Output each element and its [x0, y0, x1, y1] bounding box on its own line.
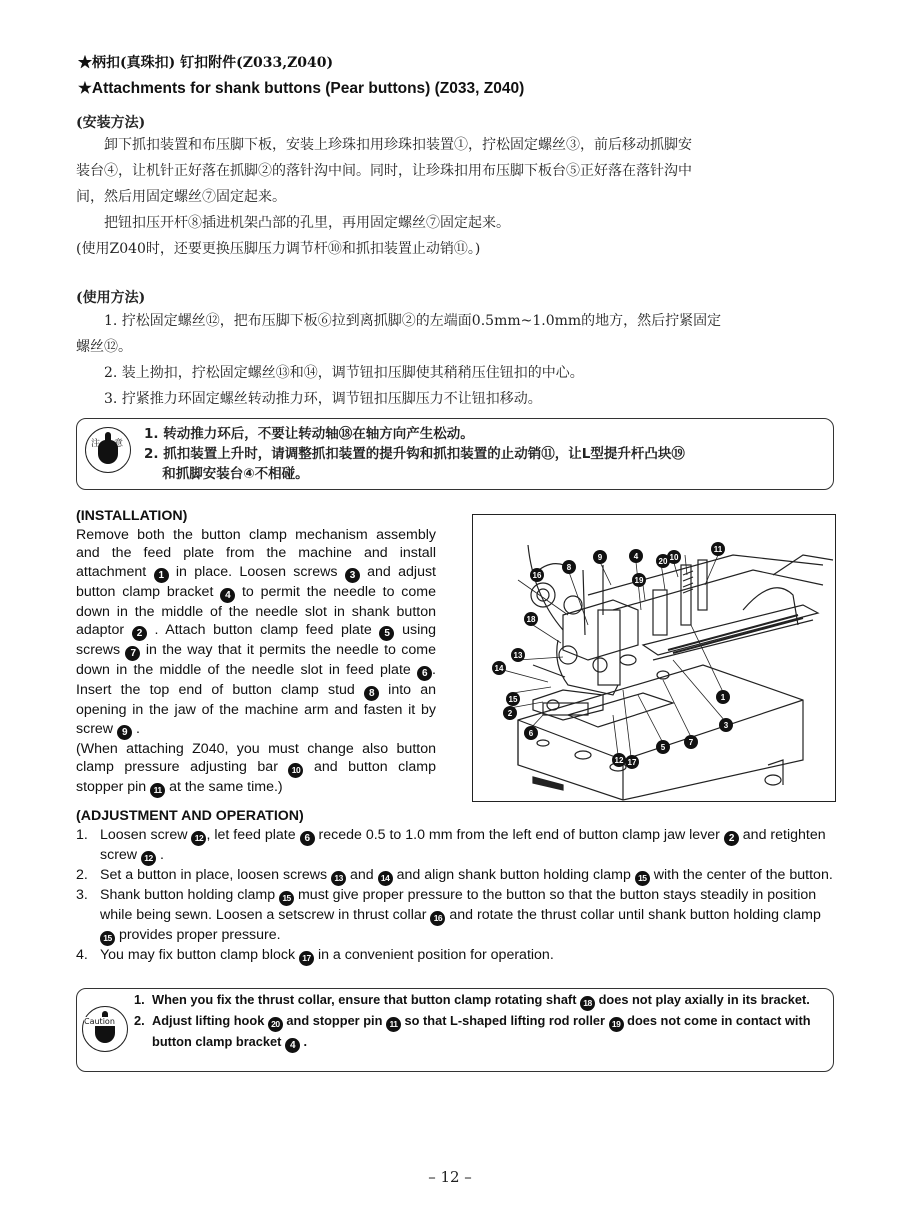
caution-icon-label: Caution — [84, 1017, 115, 1026]
reference-number-badge: 11 — [386, 1017, 401, 1032]
reference-number-badge: 5 — [379, 626, 394, 641]
callout-label: 11 — [713, 545, 723, 554]
reference-number-badge: 15 — [279, 891, 294, 906]
adjustment-step: 1. Loosen screw 12 , let feed plate 6 recede 0.5 to 1.0 mm from the left end of button clamp jaw lever 2 and retighten screw 12 . — [76, 826, 836, 866]
cn-install-line: 装台④，让机针正好落在抓脚②的落针沟中间。同时，让珍珠扣用布压脚下板台⑤正好落在落针沟中 — [76, 163, 692, 179]
callout-label: 13 — [513, 651, 523, 660]
reference-number-badge: 11 — [150, 783, 165, 798]
adjustment-list — [76, 826, 836, 966]
caution-icon-label: 意 — [114, 439, 124, 449]
reference-number-badge: 20 — [268, 1017, 283, 1032]
callout-label: 16 — [532, 571, 542, 580]
callout-label: 1 — [720, 693, 726, 702]
reference-number-badge: 4 — [285, 1038, 300, 1053]
callout-label: 7 — [688, 738, 694, 747]
caution-cn-line: 2. 抓扣装置上升时，请调整抓扣装置的提升钩和抓扣装置的止动销⑪，让L型提升杆凸块⑲ — [144, 446, 685, 462]
reference-number-badge: 9 — [117, 725, 132, 740]
reference-number-badge: 15 — [635, 871, 650, 886]
installation-heading: (INSTALLATION) — [76, 508, 188, 524]
callout-label: 20 — [658, 557, 668, 566]
caution-item: 1. When you fix the thrust collar, ensure that button clamp rotating shaft 18 does not play axially in its bracket. — [134, 990, 828, 1011]
installation-body — [76, 526, 436, 798]
caution-hand-icon — [85, 427, 131, 473]
cn-usage-heading: (使用方法) — [76, 290, 146, 306]
callout-label: 2 — [507, 709, 513, 718]
attachment-diagram — [472, 514, 836, 802]
installation-note: (When attaching Z040, you must change also button clamp pressure adjusting bar 10 and button clamp stopper pin 11 at the same time.) — [76, 740, 436, 798]
title-chinese: ★柄扣(真珠扣) 钉扣附件(Z033,Z040) — [78, 55, 334, 71]
step-number: 4. — [76, 947, 88, 963]
cn-install-heading: (安装方法) — [76, 115, 146, 131]
cn-usage-line: 3. 拧紧推力环固定螺丝转动推力环，调节钮扣压脚压力不让钮扣移动。 — [76, 391, 542, 407]
page-number: – 12 – — [428, 1168, 472, 1186]
adjustment-step: 2. Set a button in place, loosen screws 13 and 14 and align shank button holding clamp 15 with the center of the button. — [76, 866, 836, 886]
diagram-drawing — [518, 545, 833, 800]
reference-number-badge: 3 — [345, 568, 360, 583]
caution-cn-line: 1. 转动推力环后，不要让转动轴⑱在轴方向产生松动。 — [144, 426, 474, 442]
reference-number-badge: 10 — [288, 763, 303, 778]
cn-install-body — [76, 132, 692, 262]
caution-hand-icon — [82, 1006, 128, 1052]
caution-icon-label: 注 — [91, 439, 101, 449]
cn-usage-body — [76, 308, 721, 412]
reference-number-badge: 8 — [364, 686, 379, 701]
callout-label: 6 — [528, 729, 534, 738]
callout-label: 4 — [633, 552, 639, 561]
callout-label: 19 — [634, 576, 644, 585]
caution-item-number: 1. — [134, 992, 145, 1007]
cn-install-line: 间，然后用固定螺丝⑦固定起来。 — [76, 189, 286, 205]
reference-number-badge: 14 — [378, 871, 393, 886]
reference-number-badge: 12 — [141, 851, 156, 866]
cn-usage-line: 1. 拧松固定螺丝⑫，把布压脚下板⑥拉到离抓脚②的左端面0.5mm~1.0mm的地方，然后拧紧固定 — [76, 313, 722, 329]
caution-cn-text — [144, 424, 685, 484]
reference-number-badge: 12 — [191, 831, 206, 846]
cn-install-line: (使用Z040时，还要更换压脚压力调节杆⑩和抓扣装置止动销⑪。) — [76, 241, 481, 257]
title-english: ★Attachments for shank buttons (Pear buttons) (Z033, Z040) — [78, 80, 525, 97]
reference-number-badge: 15 — [100, 931, 115, 946]
reference-number-badge: 2 — [132, 626, 147, 641]
callout-label: 5 — [660, 743, 666, 752]
reference-number-badge: 18 — [580, 996, 595, 1011]
callout-label: 3 — [723, 721, 729, 730]
reference-number-badge: 17 — [299, 951, 314, 966]
callout-label: 12 — [614, 756, 624, 765]
callout-label: 8 — [566, 563, 572, 572]
adjustment-heading: (ADJUSTMENT AND OPERATION) — [76, 808, 304, 824]
reference-number-badge: 6 — [417, 666, 432, 681]
callout-label: 10 — [669, 553, 679, 562]
callout-label: 17 — [627, 758, 637, 767]
reference-number-badge: 4 — [220, 588, 235, 603]
callout-label: 18 — [526, 615, 536, 624]
reference-number-badge: 2 — [724, 831, 739, 846]
caution-en-text — [134, 990, 828, 1053]
reference-number-badge: 16 — [430, 911, 445, 926]
callout-label: 14 — [494, 664, 504, 673]
step-number: 2. — [76, 867, 88, 883]
cn-usage-line: 螺丝⑫。 — [76, 339, 132, 355]
reference-number-badge: 7 — [125, 646, 140, 661]
step-number: 1. — [76, 827, 88, 843]
reference-number-badge: 19 — [609, 1017, 624, 1032]
caution-cn-line: 和抓脚安装台④不相碰。 — [144, 466, 309, 482]
adjustment-step: 4. You may fix button clamp block 17 in a convenient position for operation. — [76, 946, 836, 966]
reference-number-badge: 1 — [154, 568, 169, 583]
installation-paragraph: Remove both the button clamp mechanism assembly and the feed plate from the machine and install attachment 1 in place. Loosen screws 3 and adjust button clamp bracket 4 to permit the needle to come down in the middle of the needle slot in shank button adaptor 2 . Attach button clamp feed plate 5 using screws 7 in the way that it permits the needle to come down in the middle of the needle slot in feed plate 6 . Insert the top end of button clamp stud 8 into an opening in the jaw of the machine arm and fasten it by screw 9 . — [76, 527, 437, 738]
step-number: 3. — [76, 887, 88, 903]
reference-number-badge: 6 — [300, 831, 315, 846]
diagram-svg — [473, 515, 835, 801]
caution-item-number: 2. — [134, 1013, 145, 1028]
cn-install-line: 把钮扣压开杆⑧插进机架凸部的孔里，再用固定螺丝⑦固定起来。 — [76, 215, 510, 231]
callout-label: 9 — [597, 553, 603, 562]
caution-item: 2. Adjust lifting hook 20 and stopper pin 11 so that L-shaped lifting rod roller 19 does not come in contact with button clamp bracket 4 . — [134, 1013, 811, 1051]
reference-number-badge: 13 — [331, 871, 346, 886]
callout-label: 15 — [508, 695, 518, 704]
adjustment-step: 3. Shank button holding clamp 15 must give proper pressure to the button so that the button stays steadily in position while being sewn. Loosen a setscrew in thrust collar 16 and rotate the thrust collar until shank button holding clamp 15 provides proper pressure. — [76, 886, 836, 946]
cn-install-line: 卸下抓扣装置和布压脚下板，安装上珍珠扣用珍珠扣装置①，拧松固定螺丝③，前后移动抓脚安 — [76, 137, 692, 153]
cn-usage-line: 2. 装上拗扣，拧松固定螺丝⑬和⑭，调节钮扣压脚使其稍稍压住钮扣的中心。 — [76, 365, 584, 381]
